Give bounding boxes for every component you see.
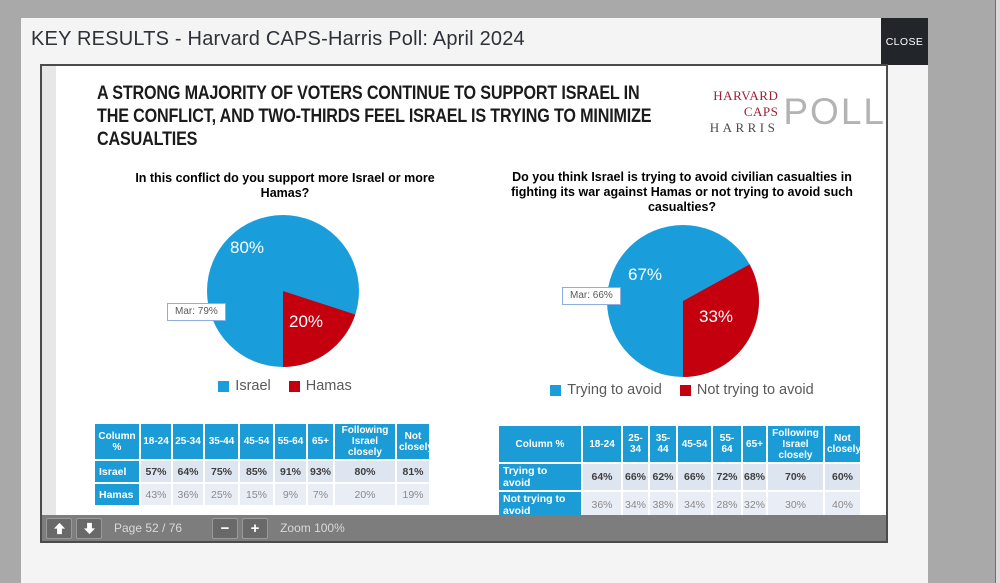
close-button[interactable]: CLOSE [881,18,928,65]
legend-swatch-hamas [289,381,300,392]
slide-headline: A STRONG MAJORITY OF VOTERS CONTINUE TO SUPPORT ISRAEL IN THE CONFLICT, AND TWO-THIRDS FEEL ISRAEL IS TRYING TO MINIMIZE CASUALTIES [97,83,652,150]
legend-label: Hamas [305,378,352,394]
chart-title-right: Do you think Israel is trying to avoid civilian casualties in fighting its war against Hamas or not trying to avoid such casualties? [511,170,853,214]
legend-swatch-trying [550,385,561,396]
column-header: 65+ [743,426,766,462]
column-header: Following Israel closely [335,424,395,459]
table-cell: 72% [713,464,741,490]
table-cell: 64% [173,461,203,482]
table-cell: 28% [713,492,741,515]
document-viewer [40,64,888,543]
row-label: Not trying to avoid [499,492,581,515]
table-cell: 66% [678,464,711,490]
zoom-indicator: Zoom 100% [280,521,345,535]
table-cell: 36% [583,492,621,515]
pie-value-label: 33% [698,307,734,326]
legend-swatch-not-trying [680,385,691,396]
table-cell: 75% [205,461,238,482]
page-indicator: Page 52 / 76 [114,521,183,535]
column-header: Column % [95,424,139,459]
column-header: 18-24 [583,426,621,462]
column-header: Following Israel closely [768,426,823,462]
table-cell: 57% [141,461,171,482]
modal-title-bar [21,18,928,65]
table-cell: 19% [397,484,429,505]
pie-chart-avoid-casualties [606,224,760,383]
row-label: Trying to avoid [499,464,581,490]
column-header: 35-44 [650,426,676,462]
page-up-button[interactable] [46,518,72,539]
viewer-left-gutter [42,66,56,515]
legend-label: Not trying to avoid [696,382,814,398]
plus-icon: + [250,519,260,537]
arrow-up-icon [53,522,66,535]
results-modal [21,18,928,583]
legend-label: Israel [235,378,271,394]
zoom-in-button[interactable] [242,518,268,539]
legend-left [120,378,450,394]
table-cell: 7% [308,484,333,505]
table-cell: 36% [173,484,203,505]
column-header: 55-64 [713,426,741,462]
column-header: 45-54 [678,426,711,462]
table-cell: 38% [650,492,676,515]
table-cell: 64% [583,464,621,490]
march-comparison-callout: Mar: 66% [562,287,621,305]
table-cell: 20% [335,484,395,505]
page-down-button[interactable] [76,518,102,539]
table-cell: 93% [308,461,333,482]
table-cell: 91% [275,461,306,482]
legend-right [507,382,857,398]
harvard-caps-harris-poll-logo [707,88,886,136]
table-cell: 62% [650,464,676,490]
column-header: 65+ [308,424,333,459]
pie-value-label: 80% [229,238,265,257]
demographics-table-left [93,422,431,507]
table-cell: 40% [825,492,860,515]
column-header: 55-64 [275,424,306,459]
table-cell: 80% [335,461,395,482]
table-cell: 43% [141,484,171,505]
table-cell: 15% [240,484,273,505]
legend-label: Trying to avoid [567,382,662,398]
table-cell: 32% [743,492,766,515]
pie-value-label: 20% [288,312,324,331]
table-cell: 34% [623,492,648,515]
legend-item [680,382,814,398]
row-label: Hamas [95,484,139,505]
table-cell: 25% [205,484,238,505]
table-cell: 9% [275,484,306,505]
arrow-down-icon [83,522,96,535]
column-header: 45-54 [240,424,273,459]
table-cell: 30% [768,492,823,515]
row-label: Israel [95,461,139,482]
pie-value-label: 67% [627,265,663,284]
poll-text: POLL [783,91,886,133]
column-header: 25-34 [623,426,648,462]
chart-title-left: In this conflict do you support more Israel or more Hamas? [135,171,435,200]
column-header: Not closely [397,424,429,459]
minus-icon: − [220,519,230,537]
column-header: Column % [499,426,581,462]
column-header: Not closely [825,426,860,462]
page-title: KEY RESULTS - Harvard CAPS-Harris Poll: April 2024 [31,28,525,50]
table-cell: 81% [397,461,429,482]
table-cell: 66% [623,464,648,490]
legend-swatch-israel [218,381,229,392]
table-cell: 70% [768,464,823,490]
zoom-out-button[interactable] [212,518,238,539]
legend-item [218,378,270,394]
harvard-caps-text: HARVARD CAPS [713,88,779,119]
column-header: 25-34 [173,424,203,459]
demographics-table-right [497,424,862,515]
table-cell: 60% [825,464,860,490]
column-header: 18-24 [141,424,171,459]
scrollbar-track[interactable] [995,0,1000,583]
legend-item [550,382,662,398]
viewer-toolbar [42,515,886,541]
poll-slide [56,66,886,515]
table-cell: 34% [678,492,711,515]
march-comparison-callout: Mar: 79% [167,303,226,321]
table-cell: 85% [240,461,273,482]
legend-item [289,378,352,394]
table-cell: 68% [743,464,766,490]
column-header: 35-44 [205,424,238,459]
harris-text: HARRIS [709,120,779,135]
